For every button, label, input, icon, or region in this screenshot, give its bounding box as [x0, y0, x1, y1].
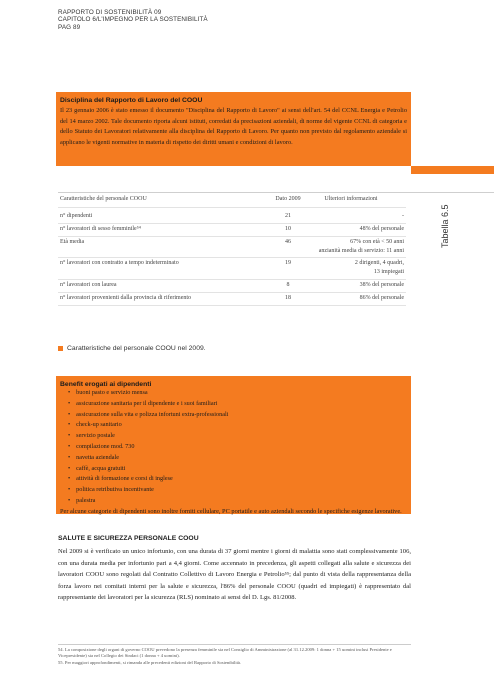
list-item: • caffè, acqua gratuiti	[68, 464, 411, 475]
row-info: 2 dirigenti, 4 quadri,	[354, 260, 404, 266]
footnote-55: 55. Per maggiori approfondimenti, si rimanda alle precedenti edizioni del Rapporto di Sostenibilità.	[58, 659, 242, 665]
row-label: n° lavoratori con laurea	[60, 282, 117, 288]
row-value: 8	[286, 282, 290, 288]
benefits-box	[56, 376, 411, 514]
box-body: Il 23 gennaio 2006 è stato emesso il documento "Disciplina del Rapporto di Lavoro" ai sensi dell'art. 54 del CCNL Energia e Petrolio del 14 marzo 2002. Tale documento riporta alcuni istituti, corredati da precisazioni aziendali, di norme del vigente CCNL di categoria e dello Statuto dei Lavoratori relativamente alla disciplina del Rapporto di Lavoro. Per quanto non previsto dal regolamento aziendale si applicano le vigenti normative in materia di rispetto dei diritti umani e condizioni di lavoro.	[60, 107, 407, 146]
accent-bar	[411, 166, 494, 174]
caption-text: Caratteristiche del personale COOU nel 2009.	[67, 345, 206, 352]
row-label: Età media	[60, 239, 85, 245]
list-item: • servizio postale	[68, 431, 411, 442]
list-item: • palestra	[68, 496, 411, 507]
row-label: n° lavoratori con contratto a tempo indeterminato	[60, 260, 179, 266]
table-row	[58, 293, 406, 306]
row-value: 19	[285, 260, 291, 266]
footnotes	[58, 647, 411, 666]
page-header	[58, 9, 208, 31]
section-body: Nel 2009 si è verificato un unico infortunio, con una durata di 37 giorni mentre i giorni di malattia sono stati complessivamente 106, con una durata media per infortunio pari a 4,4 giorni. Come accennato in precedenza, gli aspetti collegati alla salute e sicurezza dei lavoratori COOU sono regolati dal Contratto Collettivo di Lavoro Energia e Petrolio⁵⁵; dal punto di vista della rappresentanza della forza lavoro nei comitati interni per la salute e sicurezza, l'86% del personale COOU (quadri ed impiegati) è rappresentato dal rappresentante dei lavoratori per la sicurezza (RLS) nominato ai sensi del D. Lgs. 81/2008.	[58, 548, 411, 601]
header-extra-info: Ulteriori informazioni	[324, 196, 378, 202]
row-value: 10	[285, 226, 291, 232]
row-value: 21	[285, 213, 291, 219]
table-caption	[58, 345, 206, 352]
report-title: RAPPORTO DI SOSTENIBILITÀ 09	[58, 9, 162, 16]
box-title: Benefit erogati ai dipendenti	[60, 381, 152, 388]
row-label: n° lavoratori di sesso femminile⁵⁴	[60, 226, 141, 232]
table-top-rule	[58, 192, 494, 193]
page-number: PAG 89	[58, 23, 81, 31]
row-info: 38% del personale	[359, 282, 404, 288]
row-info: 67% con età < 50 anni	[350, 239, 404, 245]
footnote-divider	[58, 644, 411, 645]
row-label: n° dipendenti	[60, 213, 93, 219]
list-item: • assicurazione sulla vita e polizza infortuni extra-professionali	[68, 410, 411, 421]
table-row	[58, 237, 406, 258]
list-item: • compilazione mod. 730	[68, 442, 411, 453]
table-row	[58, 258, 406, 280]
header-data-2009: Dato 2009	[275, 196, 301, 202]
list-item: • politica retributiva incentivante	[68, 485, 411, 496]
section-title: SALUTE E SICUREZZA PERSONALE COOU	[58, 535, 199, 542]
table-row	[58, 211, 406, 224]
list-item: • navetta aziendale	[68, 453, 411, 464]
footnote-54: 54. La composizione degli organi di governo COOU prevedono la presenza femminile sia nel Consiglio di Amministrazione (al 31.12.2009: 1 donna + 15 uomini inclusi Presidente e Vicepresidente) sia nel Collegio dei Sindaci (1 donna + 4 uomini).	[58, 647, 392, 659]
table-row	[58, 280, 406, 293]
benefits-list	[56, 388, 411, 507]
row-value: 18	[285, 295, 291, 301]
table-row	[58, 224, 406, 237]
caption-bullet-icon	[58, 346, 63, 351]
list-item: • check-up sanitario	[68, 420, 411, 431]
chapter-title: CAPITOLO 6/L'IMPEGNO PER LA SOSTENIBILITÀ	[58, 16, 208, 24]
row-label: n° lavoratori provenienti dalla provincia di riferimento	[60, 295, 192, 301]
row-info-extra: anzianità media di servizio: 11 anni	[318, 247, 404, 254]
header-characteristic: Caratteristiche del personale COOU	[60, 196, 147, 202]
box-title: Disciplina del Rapporto di Lavoro del COOU	[60, 97, 203, 104]
list-item: • buoni pasto e servizio mensa	[68, 388, 411, 399]
row-info: -	[402, 213, 404, 219]
row-info: 86% del personale	[359, 295, 404, 301]
employment-discipline-box	[56, 92, 411, 166]
benefits-note: Per alcune categorie di dipendenti sono inoltre forniti cellulare, PC portatile e auto aziendali secondo le specifiche esigenze lavorative.	[60, 507, 402, 515]
list-item: • assicurazione sanitaria per il dipendente e i suoi familiari	[68, 399, 411, 410]
table-header-row	[58, 194, 406, 208]
row-value: 46	[285, 239, 291, 245]
row-info: 48% del personale	[359, 226, 404, 232]
row-info-extra: 13 impiegati	[373, 269, 404, 275]
table-number: Tabella 6.5	[440, 204, 450, 248]
list-item: • attività di formazione e corsi di inglese	[68, 474, 411, 485]
table-number-label	[440, 204, 490, 288]
